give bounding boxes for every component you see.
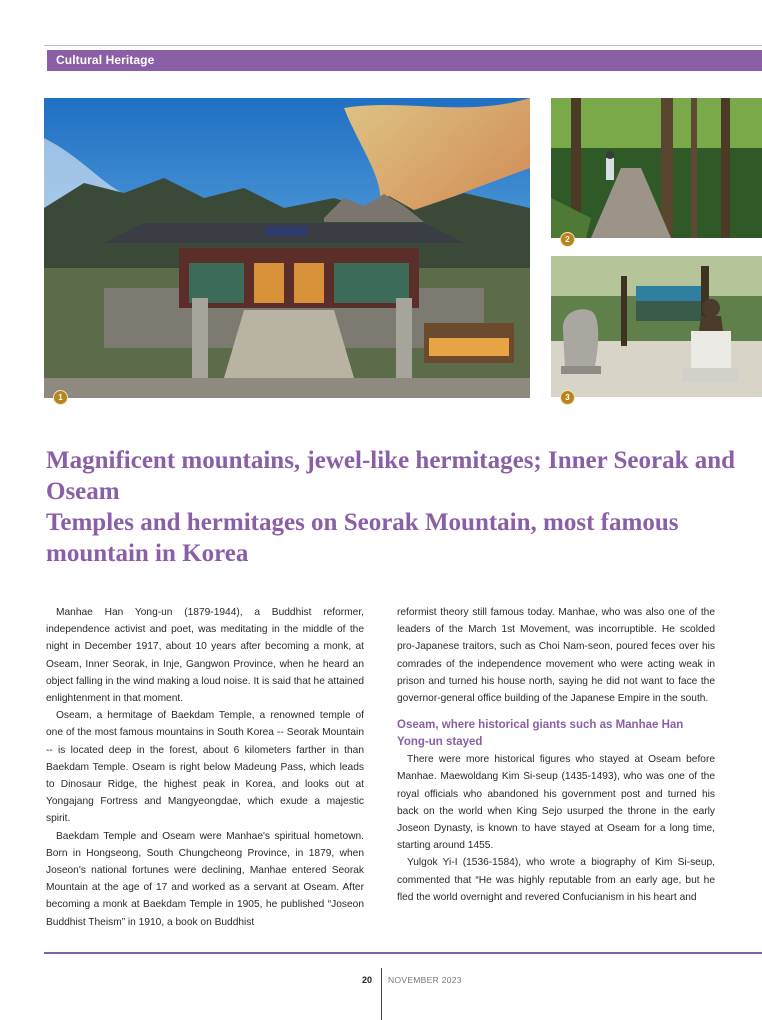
page-number: 20 [362,975,373,985]
footer-divider [381,968,382,1020]
headline-line-1: Magnificent mountains, jewel-like hermitages; Inner Seorak and Oseam [46,447,736,505]
body-paragraph: Manhae Han Yong-un (1879-1944), a Buddhist reformer, independence activist and poet, was meditating in the middle of the night in December 1917, about 10 years after becoming a monk, at Oseam, Inner Seorak, in Inje, Gangwon Province, when he heard an object falling in the wind making a loud noise. It is said that he attained enlightenment in that moment. [46,607,364,705]
section-subheading: Oseam, where historical giants such as Manhae Han Yong-un stayed [397,719,684,749]
section-banner-tick [44,50,47,71]
body-paragraph: Yulgok Yi-I (1536-1584), who wrote a biography of Kim Si-seup, commented that “He was highly reputable from an early age, but he fled the world overnight and revered Confucianism in his heart and [397,857,715,903]
photo-temple-hall [44,98,530,398]
headline-line-2: Temples and hermitages on Seorak Mountain, most famous mountain in Korea [46,509,679,567]
issue-date: NOVEMBER 2023 [388,975,462,985]
footer-rule [44,952,762,954]
body-paragraph: Baekdam Temple and Oseam were Manhae's spiritual hometown. Born in Hongseong, South Chungcheong Province, in 1879, when Joseon's national fortunes were declining, Manhae entered Seorak Mountain at the age of 17 and worked as a servant at Oseam. After becoming a monk at Baekdam Temple in 1905, he published “Joseon Buddhist Theism” in 1910, a book on Buddhist [46,830,364,928]
body-paragraph: Oseam, a hermitage of Baekdam Temple, a renowned temple of one of the most famous mountains in South Korea -- Seorak Mountain -- is located deep in the forest, about 6 kilometers farther in than Baekdam Temple. Oseam is right below Madeung Pass, which leads to Dinosaur Ridge, the highest peak in Korea, and looks out at Yongajang Fortress and Mangyeongdae, which exude a majestic spirit. [46,710,364,825]
photo-1-number: 1 [53,390,68,405]
top-rule [44,45,762,46]
section-label: Cultural Heritage [56,53,155,67]
body-paragraph: There were more historical figures who stayed at Oseam before Manhae. Maewoldang Kim Si-seup (1435-1493), who was one of the royal officials who abandoned his government post and turned his back on the world when King Sejo usurped the throne in the early Joseon Dynasty, is known to have stayed at Oseam for a long time, starting around 1455. [397,754,715,852]
photo-3-number: 3 [560,390,575,405]
headline [46,445,736,569]
body-paragraph-continued: reformist theory still famous today. Manhae, who was also one of the leaders of the March 1st Movement, was incorruptible. He scolded pro-Japanese traitors, such as Choi Nam-seon, poured feces over his comrades of the independence movement who were acting weak in prison and turned his house north, saying he did not want to face the governor-general office building of the Japanese Empire in the south. [397,607,715,705]
body-column-right [397,604,715,906]
photo-memorial-stone [551,256,762,397]
photo-2-number: 2 [560,232,575,247]
body-column-left [46,604,364,931]
photo-forest-path [551,98,762,238]
section-banner [44,50,762,71]
